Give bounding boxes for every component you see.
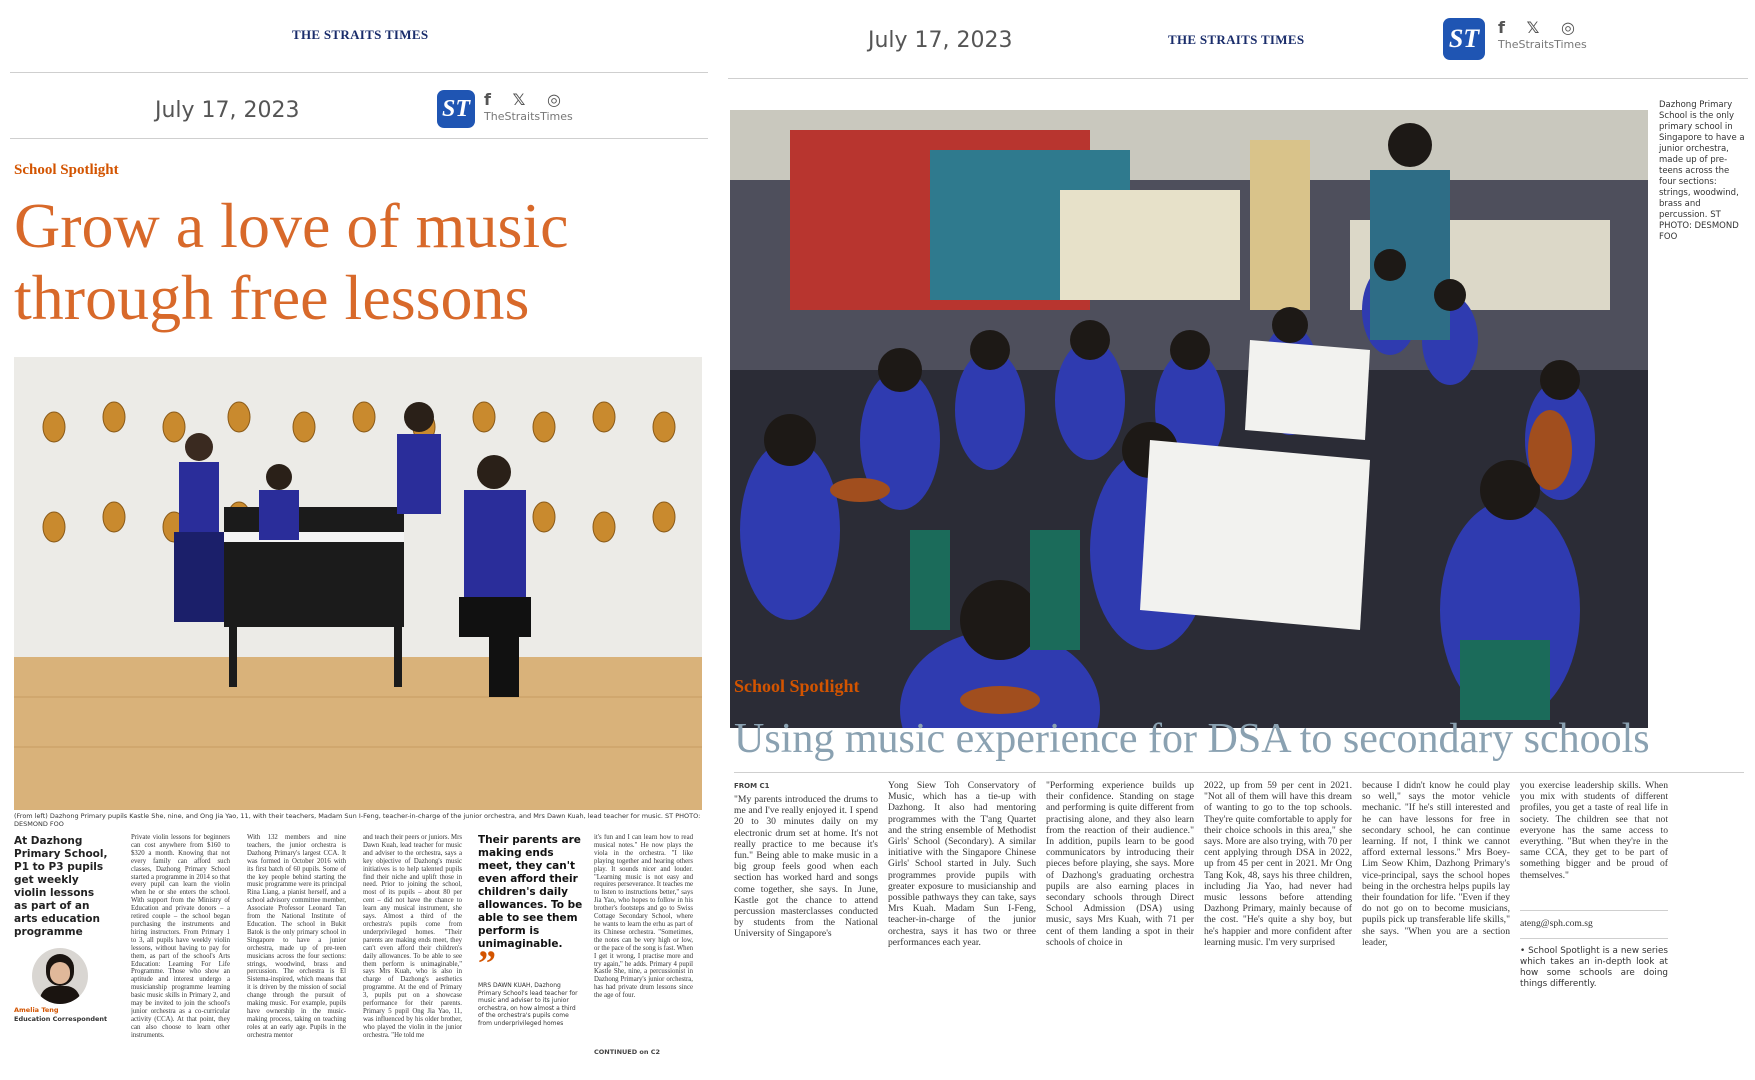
st-logo-icon: ST xyxy=(1443,18,1485,60)
body-column-5: because I didn't know he could play so well," says the motor vehicle mechanic. "If he's still interested and he can have lessons for free in secondary school, he can continue learning. If not, I think we cannot afford external lessons." Mrs Boey-Lim Seow Khim, Dazhong Primary's vice-principal, says the school hopes being in the orchestra helps pupils lay their foundation for life. "Even if they do not go on to become musicians, pupils pick up transferable life skills," she says. "When you are a section leader, xyxy=(1362,780,1510,948)
divider xyxy=(10,72,708,73)
page-two xyxy=(728,0,1755,1080)
st-logo-icon: ST xyxy=(437,90,475,128)
date: July 17, 2023 xyxy=(155,98,300,123)
author-avatar xyxy=(32,948,88,1004)
series-note: • School Spotlight is a new series which takes an in-depth look at how some schools are doing things differently. xyxy=(1520,946,1668,989)
section-kicker: School Spotlight xyxy=(734,676,860,696)
social-handle: TheStraitsTimes xyxy=(484,110,573,123)
divider xyxy=(10,138,708,139)
continued-note: CONTINUED on C2 xyxy=(594,1048,661,1056)
masthead: THE STRAITS TIMES xyxy=(292,27,429,42)
byline-role: Education Correspondent xyxy=(14,1015,108,1023)
date: July 17, 2023 xyxy=(868,28,1013,53)
photo-caption: Dazhong Primary School is the only primary school in Singapore to have a junior orchestra, made up of pre-teens across the four sections: strings, woodwind, brass and percussion. ST PHOTO: DESMOND FOO xyxy=(1659,100,1745,242)
body-column-2: Yong Siew Toh Conservatory of Music, which has a tie-up with Dazhong. It also had mentoring programmes with the T'ang Quartet and the string ensemble of Methodist Girls' School (Secondary). A similar initiative with the Singapore Chinese Girls' School started in July. Such programmes provide pupils with greater exposure to musicianship and possible pathways they can take, says Mrs Kuah. Madam Sun I-Feng, teacher-in-charge of the junior orchestra, says it has two or three performances each year. xyxy=(888,780,1036,948)
divider xyxy=(734,772,1744,773)
body-column-1: "My parents introduced the drums to me and I've really enjoyed it. I spend 20 to 30 minutes daily on my electronic drum set at home. It's not really practice to me because it's fun." Being able to make music in a big group feels good when each section has worked hard and songs come together, she says. In June, Kastle got the chance to attend percussion masterclasses conducted by students from the National University of Singapore's xyxy=(734,794,878,940)
body-column-2: With 132 members and nine teachers, the junior orchestra is Dazhong Primary's largest CCA. It was formed in October 2016 with its first batch of 60 pupils. Some of the key people behind starting the music programme were its principal Rina Liang, a pianist herself, and a school advisory committee member, Associate Professor Leonard Tan from the National Institute of Education. The school in Bukit Batok is the only primary school in Singapore to have a junior orchestra, made up of pre-teen musicians across the four sections: strings, woodwind, brass and percussion. The orchestra is El Sistema-inspired, which means that it is driven by the mission of social change through the pursuit of making music. For example, pupils have ownership in the music-making process, taking on teaching roles at an early age. Pupils in the orchestra mentor xyxy=(247,834,346,1039)
from-tag: FROM C1 xyxy=(734,782,770,790)
headline: Grow a love of music through free lessons xyxy=(14,190,569,333)
body-column-5: it's fun and I can learn how to read musical notes." He now plays the viola in the orchestra. "I like playing together and hearing others play. It sounds nicer and louder. "Learning music is not easy and requires perseverance. It teaches me to listen to instructions better," says Jia Yao, who hopes to follow in his brother's footsteps and go to Swiss Cottage Secondary School, where he wants to learn the erhu as part of its Chinese orchestra. "Sometimes, the notes can be very high or low, or the pace of the song is fast. When I get it wrong, I practise more and try again," he adds. Primary 4 pupil Kastle She, nine, a percussionist in Dazhong Primary's junior orchestra, has had private drum lessons since the age of four. xyxy=(594,834,693,1000)
intro-text: At Dazhong Primary School, P1 to P3 pupils get weekly violin lessons as part of an arts education programme xyxy=(14,835,108,938)
social-icons: f 𝕏 ◎ xyxy=(484,90,569,109)
byline-name: Amelia Teng xyxy=(14,1006,59,1014)
section-kicker: School Spotlight xyxy=(14,162,119,178)
social-icons: f 𝕏 ◎ xyxy=(1498,18,1583,37)
quote-mark-icon: ” xyxy=(478,943,496,983)
photo-illustration xyxy=(14,357,702,810)
divider xyxy=(1520,910,1668,911)
photo-teachers-pupils xyxy=(14,357,702,810)
body-column-3: and teach their peers or juniors. Mrs Dawn Kuah, lead teacher for music and adviser to the orchestra, says a key objective of Dazhong's music initiatives is to help talented pupils find their niche and uplift those in need. Prior to joining the school, most of its pupils – about 80 per cent – did not have the chance to learn any musical instrument, she says. Almost a third of the orchestra's pupils come from underprivileged homes. "Their parents are making ends meet, they can't even afford their children's daily allowances. To be able to see them perform is unimaginable," says Mrs Kuah, who is also in charge of Dazhong's aesthetics programme. At the end of Primary 3, pupils put on a showcase performance for their parents. Primary 5 pupil Ong Jia Yao, 11, was influenced by his older brother, who played the violin in the junior orchestra. "He told me xyxy=(363,834,462,1039)
page-one xyxy=(0,0,728,1080)
body-column-4: 2022, up from 59 per cent in 2021. "Not all of them will have this dream of wanting to go to the top schools. They're quite comfortable to apply for their choice schools in this area," she says. More are also trying, with 70 per cent applying through DSA in 2022, up from 45 per cent in 2021. Mr Ong Tang Kok, 48, says his three children, including Jia Yao, had never had music lessons before attending Dazhong Primary, mainly because of the cost. "He's quite a shy boy, but he's happier and more confident after learning music. I'm very surprised xyxy=(1204,780,1352,948)
photo-orchestra xyxy=(730,110,1648,728)
body-column-6: you exercise leadership skills. When you mix with students of different profiles, you get a taste of real life in society. The children see that not everyone has the same access to everything. "But when they're in the same CCA, they get to be part of something bigger and be proud of themselves." xyxy=(1520,780,1668,881)
photo-caption: (From left) Dazhong Primary pupils Kastle She, nine, and Ong Jia Yao, 11, with their teachers, Madam Sun I-Feng, teacher-in-charge of the junior orchestra, and Mrs Dawn Kuah, lead teacher for music. ST PHOTO: DESMOND FOO xyxy=(14,812,701,828)
photo-illustration xyxy=(730,110,1648,728)
social-links xyxy=(1498,18,1587,51)
headline: Using music experience for DSA to secondary schools xyxy=(734,716,1650,762)
social-handle: TheStraitsTimes xyxy=(1498,38,1587,51)
body-column-3: "Performing experience builds up their confidence. Standing on stage and performing is quite different from practising alone, and they also learn from the reaction of their audience." In addition, pupils learn to be good communicators by introducing their pieces before playing, she says. More of Dazhong's graduating orchestra pupils are also earning places in secondary schools through Direct School Admission (DSA) using music, says Mrs Kuah, with 71 per cent of them landing a spot in their schools of choice in xyxy=(1046,780,1194,948)
body-column-1: Private violin lessons for beginners can cost anywhere from $160 to $320 a month. Knowing that not every family can afford such classes, Dazhong Primary School started a programme in 2014 so that every pupil can learn the violin when he or she enters the school. With support from the Ministry of Education and private donors – a retired couple – the school began purchasing the instruments and hiring instructors. From Primary 1 to 3, all pupils have weekly violin lessons, without having to pay for them, as part of the school's Arts Education: Learning For Life Programme. Those who show an aptitude and interest undergo a musicianship programme learning basic music skills in Primary 2, and may be invited to join the school's junior orchestra as a co-curricular activity (CCA). At that point, they can also choose to learn other instruments. xyxy=(131,834,230,1039)
pull-quote-attribution: MRS DAWN KUAH, Dazhong Primary School's lead teacher for music and adviser to its junior orchestra, on how almost a third of the orchestra's pupils come from underprivileged homes xyxy=(478,982,578,1027)
divider xyxy=(728,78,1748,79)
masthead: THE STRAITS TIMES xyxy=(1168,32,1305,47)
divider xyxy=(1520,938,1668,939)
author-email[interactable]: ateng@sph.com.sg xyxy=(1520,918,1593,929)
social-links xyxy=(484,90,573,123)
pull-quote: Their parents are making ends meet, they can't even afford their children's daily allowances. To be able to see them perform is unimaginable. xyxy=(478,834,583,950)
